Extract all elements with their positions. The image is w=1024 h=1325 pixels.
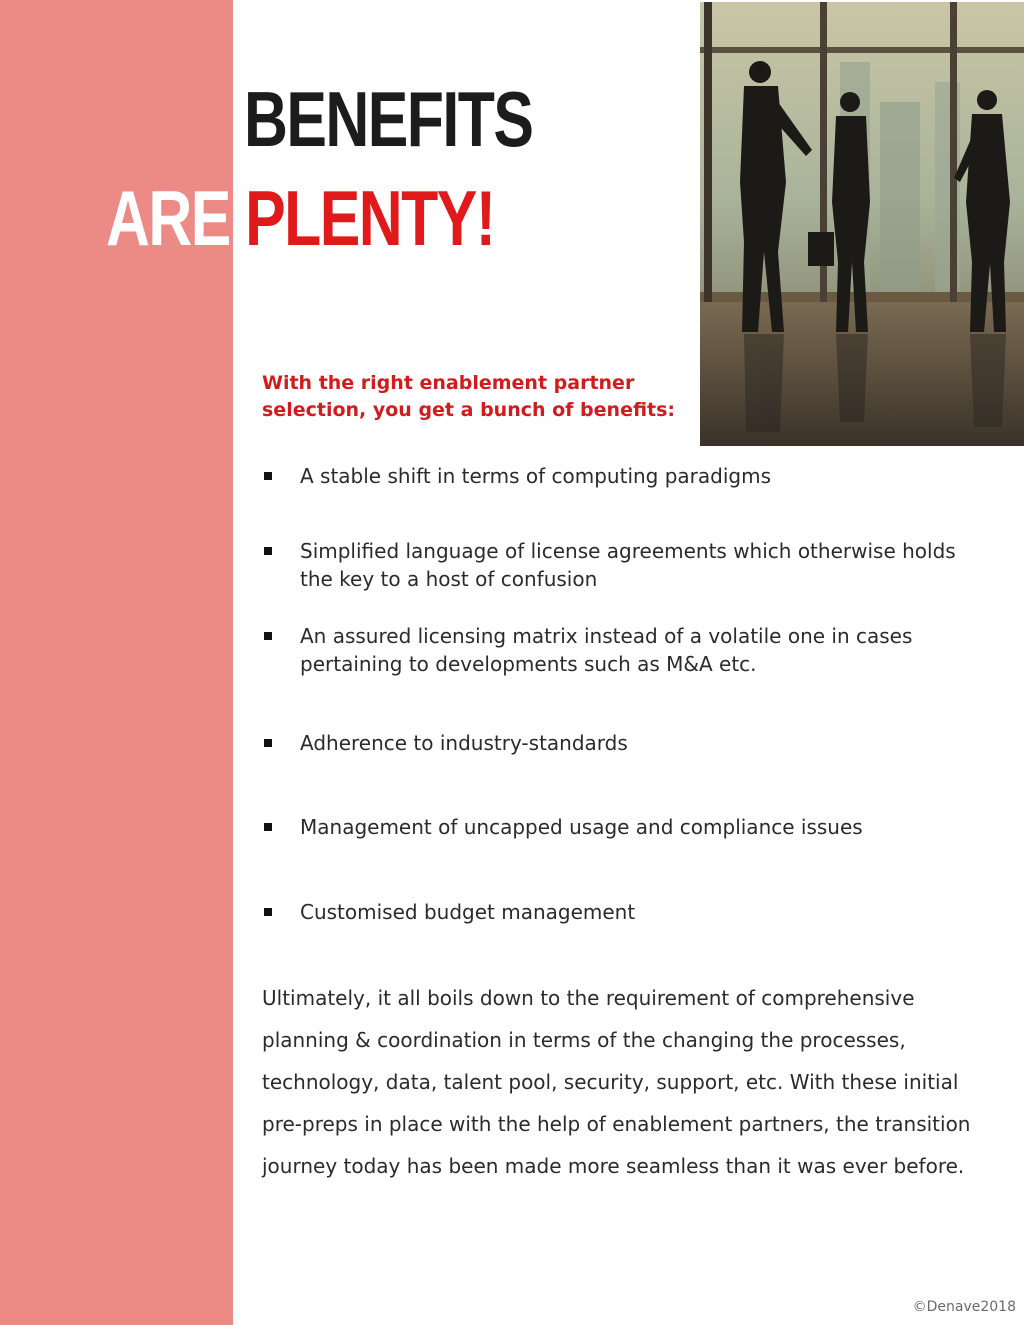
square-bullet-icon [264,823,272,831]
closing-paragraph: Ultimately, it all boils down to the requirement of comprehensive planning & coordination in terms of the changing the processes, technology, data, talent pool, security, support, etc. With these initial pre-preps in place with the help of enablement partners, the transition journey today has been made more seamless than it was ever before. [262,986,971,1178]
list-item: An assured licensing matrix instead of a volatile one in cases pertaining to developments such as M&A etc. [262,622,1002,678]
square-bullet-icon [264,632,272,640]
intro-text: With the right enablement partner selection, you get a bunch of benefits: [262,372,676,421]
heading-benefits: BENEFITS [244,75,533,163]
list-item: Adherence to industry-standards [262,729,1002,757]
copyright-footer: ©Denave2018 [912,1299,1016,1315]
square-bullet-icon [264,547,272,555]
heading-are: ARE [106,174,246,262]
list-item: A stable shift in terms of computing paradigms [262,462,1002,490]
list-item: Customised budget management [262,898,1002,926]
heading-are-plenty [106,174,495,262]
square-bullet-icon [264,908,272,916]
square-bullet-icon [264,472,272,480]
list-item: Simplified language of license agreements which otherwise holds the key to a host of confusion [262,537,1002,593]
list-item: Management of uncapped usage and compliance issues [262,813,1002,841]
business-people-photo [700,2,1024,446]
square-bullet-icon [264,739,272,747]
heading-plenty: PLENTY! [245,174,495,262]
